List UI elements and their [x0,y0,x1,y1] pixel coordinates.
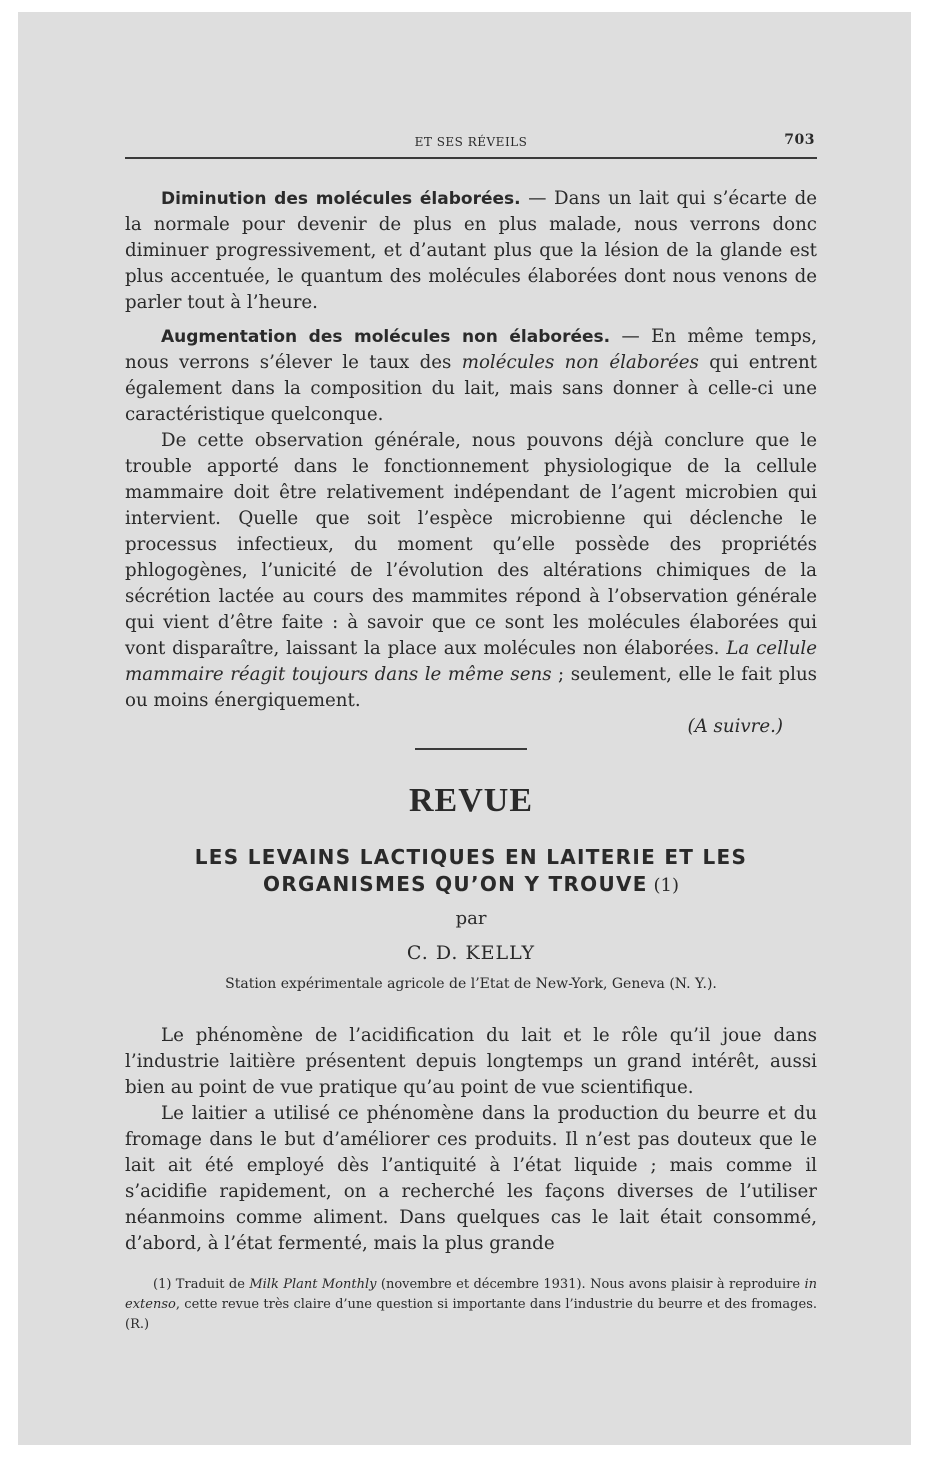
page-number: 703 [784,132,815,148]
header-rule [125,157,817,159]
running-title: ET SES RÉVEILS [414,135,528,149]
article-title-line-1: LES LEVAINS LACTIQUES EN LAITERIE ET LES [194,845,748,869]
paragraph-text: ; seulement, elle le fait plus ou moins énergiquement. [125,664,817,711]
footnote [125,1275,817,1335]
footnote-emphasis: in extenso [125,1277,817,1312]
byline-par: par [455,908,487,929]
article-title [125,844,817,899]
footnote-segment: , cette revue très claire d’une question si importante dans l’industrie du beurre et des fromages. (R.) [125,1297,817,1332]
paragraph-observation [125,428,817,714]
section-divider [415,748,527,750]
footnote-text [125,1275,817,1335]
article-title-line-2 [125,871,817,899]
to-be-continued: (A suivre.) [687,716,783,737]
author-name: C. D. KELLY [406,942,536,964]
paragraph-laitier: Le laitier a utilisé ce phénomène dans la production du beurre et du fromage dans le but d’améliorer ces produits. Il n’est pas douteux que le lait ait été employé dès l’antiquité à l’état liquide ; mais comme il s’acidifie rapidement, on a recherché les façons diverses de l’utiliser néanmoins comme aliment. Dans quelques cas le lait était consommé, d’abord, à l’état fermenté, mais la plus grande [125,1103,817,1254]
paragraph-text: De cette observation générale, nous pouvons déjà conclure que le trouble apporté dans le fonctionnement physiologique de la cellule mammaire doit être relativement indépendant de l’agent microbien qui intervient. Quelle que soit l’espèce microbienne qui déclenche le processus infectieux, du moment qu’elle possède des propriétés phlogogènes, l’unicité de l’évolution des altérations chimiques de la sécrétion lactée au cours des mammites répond à l’observation générale qui vient d’être faite : à savoir que ce sont les molécules élaborées qui vont disparaître, laissant la place aux molécules non élaborées. [125,430,817,659]
paragraph-text: — En même temps, nous verrons s’élever le taux des [125,326,817,373]
paragraph-heading: Augmentation des molécules non élaborées. [161,327,611,347]
footnote-segment: (1) Traduit de [153,1277,250,1292]
section-body-2 [125,1023,817,1257]
emphasis-text: La cellule mammaire réagit toujours dans le même sens [125,638,817,685]
emphasis-text: molécules non élaborées [461,352,699,373]
section-heading-revue: REVUE [408,782,534,819]
paragraph-text: — Dans un lait qui s’écarte de la normale pour devenir de plus en plus malade, nous verrons donc diminuer progressivement, et d’autant plus que la lésion de la glande est plus accentuée, le quantum des molécules élaborées dont nous venons de parler tout à l’heure. [125,188,817,313]
paragraph-text: qui entrent également dans la composition du lait, mais sans donner à celle-ci une caractéristique quelconque. [125,352,817,425]
footnote-source-title: Milk Plant Monthly [249,1277,377,1292]
footnote-marker: (1) [647,875,679,896]
paragraph-heading: Diminution des molécules élaborées. [161,189,521,209]
paragraph-augmentation [125,324,817,428]
author-affiliation: Station expérimentale agricole de l’Etat de New-York, Geneva (N. Y.). [225,976,717,992]
paragraph-diminution [125,186,817,316]
paragraph-acidification: Le phénomène de l’acidification du lait et le rôle qu’il joue dans l’industrie laitière présentent depuis longtemps un grand intérêt, aussi bien au point de vue pratique qu’au point de vue scientifique. [125,1025,817,1098]
section-body-1 [125,186,817,740]
running-header [125,132,817,152]
footnote-segment: (novembre et décembre 1931). Nous avons plaisir à reproduire [376,1277,805,1292]
scanned-sheet [18,12,911,1445]
article-title-text: ORGANISMES QU’ON Y TROUVE [263,872,648,896]
